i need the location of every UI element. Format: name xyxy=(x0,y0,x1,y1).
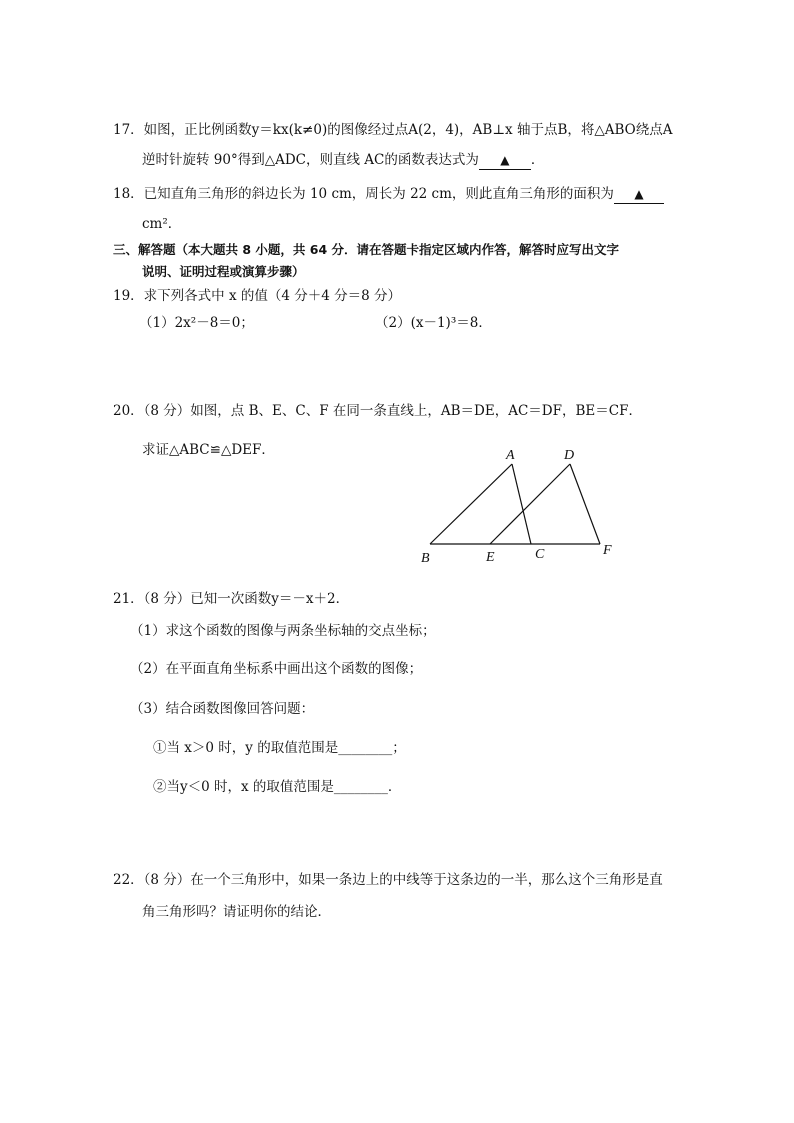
q17-line2-text: 逆时针旋转 90°得到△ADC，则直线 AC的函数表达式为 xyxy=(142,152,479,168)
q22-line2: 角三角形吗？请证明你的结论． xyxy=(142,904,331,920)
q17-line1: 17．如图，正比例函数y＝kx(k≠0)的图像经过点A(2，4)，AB⊥x 轴于点B，将△ABO绕点A xyxy=(113,122,673,138)
label-D: D xyxy=(564,448,575,463)
q17-line2 xyxy=(142,151,544,170)
label-A: A xyxy=(506,448,515,463)
section3-heading-line1: 三、解答题（本大题共 8 小题，共 64 分．请在答题卡指定区域内作答，解答时应写出文字 xyxy=(113,242,620,257)
q18-answer-blank: ▲ xyxy=(614,185,664,204)
q19-stem: 19．求下列各式中 x 的值（4 分＋4 分＝8 分） xyxy=(113,288,402,304)
q21-part1: （1）求这个函数的图像与两条坐标轴的交点坐标； xyxy=(130,623,436,639)
segment-DF xyxy=(570,464,600,544)
q21-part3: （3）结合函数图像回答问题： xyxy=(130,701,315,717)
q22-line1: 22．（8 分）在一个三角形中，如果一条边上的中线等于这条边的一半，那么这个三角形是直 xyxy=(113,872,663,888)
q19-part1: （1）2x²－8＝0； xyxy=(139,315,254,331)
label-F: F xyxy=(603,543,612,558)
q17-answer-blank: ▲ xyxy=(479,151,531,170)
q20-prove: 求证△ABC≌△DEF． xyxy=(142,442,275,458)
q18-line1-text: 18．已知直角三角形的斜边长为 10 cm，周长为 22 cm，则此直角三角形的面积为 xyxy=(113,186,614,202)
q21-sub2: ②当y＜0 时，x 的取值范围是________． xyxy=(153,779,402,795)
q17-end: ． xyxy=(530,152,545,168)
q18-line2: cm²． xyxy=(142,216,182,232)
label-E: E xyxy=(486,550,495,565)
section3-heading-line2: 说明、证明过程或演算步骤） xyxy=(142,264,305,279)
label-C: C xyxy=(535,547,545,562)
q20-stem: 20．（8 分）如图，点 B、E、C、F 在同一条直线上，AB＝DE，AC＝DF，BE＝CF． xyxy=(113,403,642,419)
q21-stem: 21．（8 分）已知一次函数y＝－x＋2． xyxy=(113,591,350,607)
segment-AC xyxy=(512,464,531,544)
q21-part2: （2）在平面直角坐标系中画出这个函数的图像； xyxy=(130,661,423,677)
segment-AB xyxy=(430,464,512,544)
q19-part2: （2）(x－1)³＝8． xyxy=(375,315,492,331)
label-B: B xyxy=(421,551,430,566)
segment-DE xyxy=(490,464,570,544)
q20-triangle-figure xyxy=(410,440,630,570)
q18-line1 xyxy=(113,185,664,204)
q21-sub1: ①当 x＞0 时，y 的取值范围是________； xyxy=(153,740,406,756)
